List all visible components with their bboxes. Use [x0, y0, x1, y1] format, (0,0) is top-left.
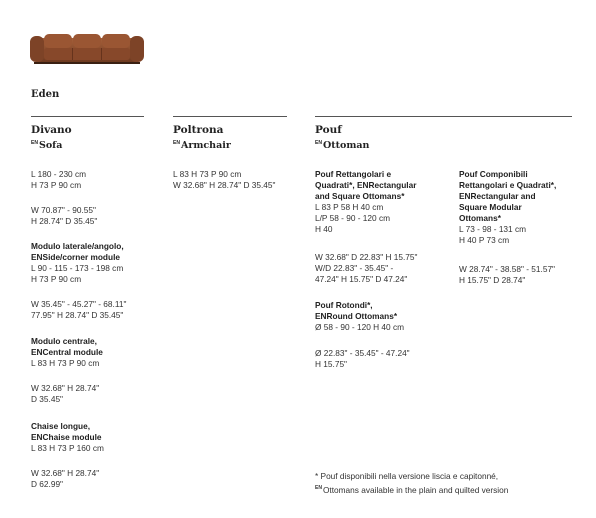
- sofa-image: [30, 30, 144, 66]
- column-poltrona: [173, 116, 287, 152]
- pouf-rettangolari-imperial: W 32.68" D 22.83" H 15.75" W/D 22.83" - 35.45" - 47.24" H 15.75" D 47.24": [315, 252, 418, 284]
- column-title-en: $^{EN}$Ottoman: [315, 140, 370, 152]
- divider: [173, 116, 287, 117]
- chaise-longue-imperial: W 32.68" H 28.74" D 62.99": [31, 468, 100, 489]
- column-title-it: Divano: [31, 124, 72, 136]
- pouf-rotondi: Pouf Rotondi*, ENRound Ottomans* Ø 58 - 90 - 120 H 40 cm: [315, 300, 405, 332]
- chaise-longue: Chaise longue, ENChaise module L 83 H 73 P 160 cm: [31, 421, 104, 453]
- divider: [31, 116, 144, 117]
- modulo-centrale: Modulo centrale, ENCentral module L 83 H 73 P 90 cm: [31, 336, 103, 368]
- pouf-componibili-imperial: W 28.74" - 38.58" - 51.57" H 15.75" D 28.74": [459, 264, 556, 285]
- footnote: * Pouf disponibili nella versione liscia e capitonné, $^{EN}$Ottomans available in the plain and quilted version: [315, 471, 509, 495]
- column-title-it: Poltrona: [173, 124, 224, 136]
- divano-main-imperial: W 70.87" - 90.55" H 28.74" D 35.45": [31, 205, 98, 226]
- divano-main-metric: L 180 - 230 cm H 73 P 90 cm: [31, 169, 87, 190]
- pouf-rettangolari: Pouf Rettangolari e Quadrati*, ENRectangular and Square Ottomans* L 83 P 58 H 40 cm L/P 58 - 90 - 120 cm H 40: [315, 169, 417, 234]
- column-title-it: Pouf: [315, 124, 342, 136]
- column-title-en: $^{EN}$Sofa: [31, 140, 63, 152]
- modulo-centrale-imperial: W 32.68" H 28.74" D 35.45": [31, 383, 100, 404]
- divider: [315, 116, 572, 117]
- modulo-laterale-imperial: W 35.45" - 45.27" - 68.11" 77.95" H 28.74" D 35.45": [31, 299, 127, 320]
- pouf-rotondi-imperial: Ø 22.83" - 35.45" - 47.24" H 15.75": [315, 348, 410, 369]
- pouf-componibili: Pouf Componibili Rettangolari e Quadrati*, ENRectangular and Square Modular Ottomans* L 73 - 98 - 131 cm H 40 P 73 cm: [459, 169, 557, 245]
- column-pouf: [315, 116, 572, 152]
- column-divano: [31, 116, 144, 152]
- modulo-laterale: Modulo laterale/angolo, ENSide/corner module L 90 - 115 - 173 - 198 cm H 73 P 90 cm: [31, 241, 124, 284]
- poltrona-dimensions: L 83 H 73 P 90 cm W 32.68" H 28.74" D 35.45": [173, 169, 276, 190]
- product-name: Eden: [31, 89, 60, 100]
- column-title-en: $^{EN}$Armchair: [173, 140, 231, 152]
